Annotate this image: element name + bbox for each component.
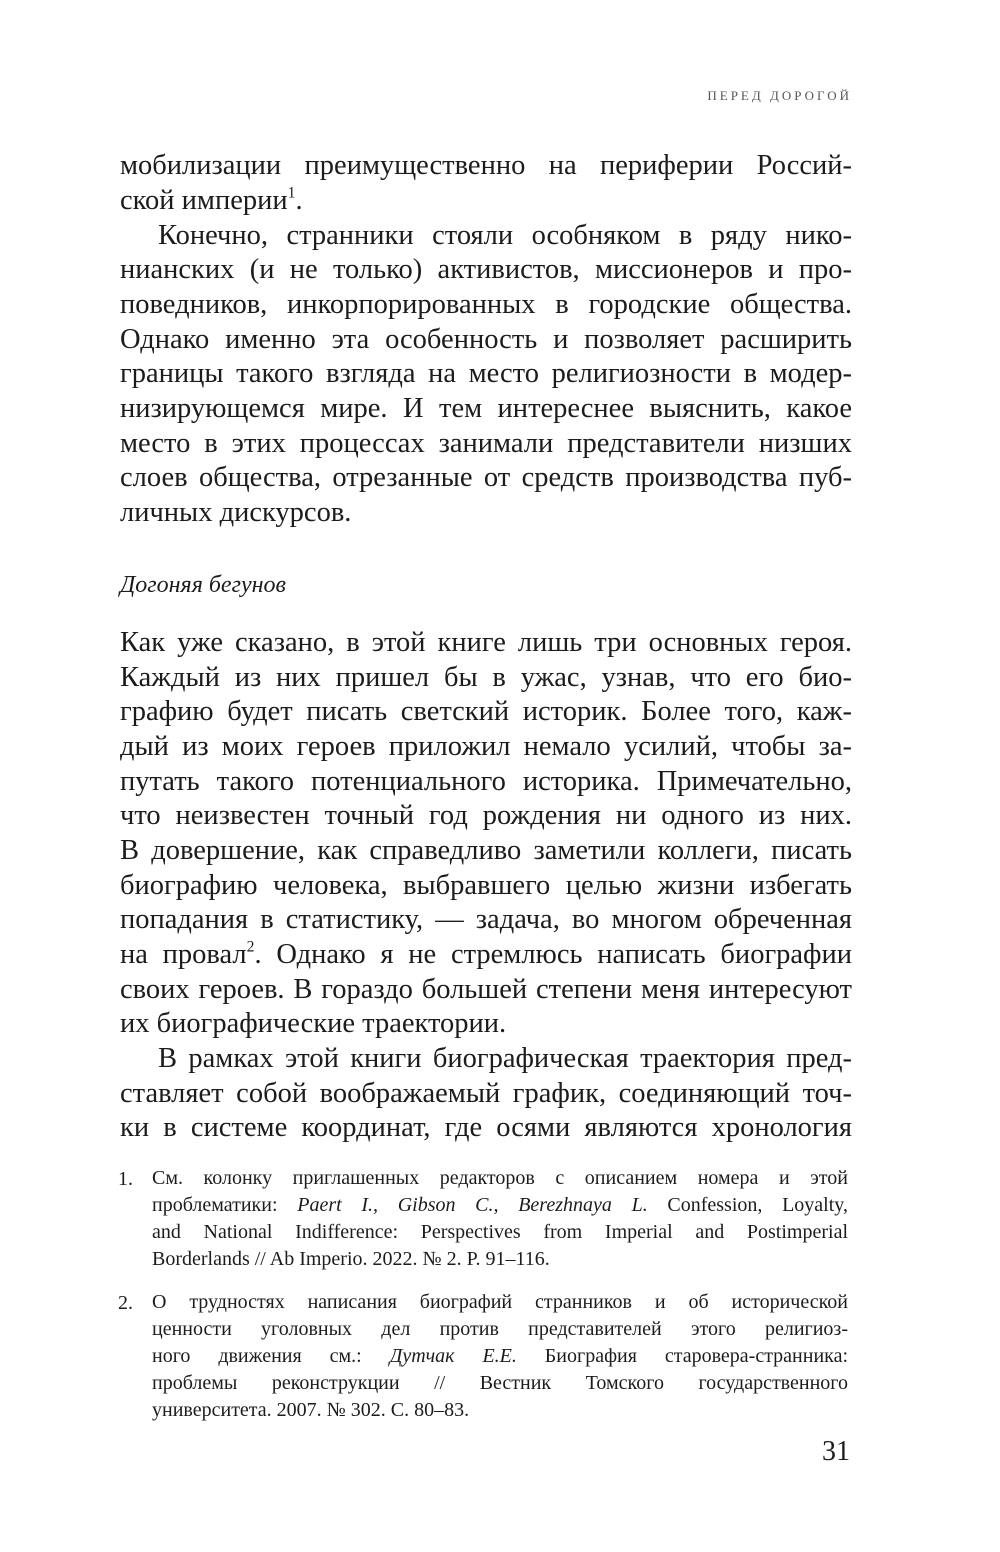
body-line — [120, 938, 852, 970]
footnote-text: проблематики: — [152, 1194, 298, 1216]
body-text: на провал — [120, 939, 247, 970]
footnote-line: Borderlands // Ab Imperio. 2022. № 2. P. 91–116. — [152, 1248, 550, 1270]
body-line: что неизвестен точный год рождения ни одного из них. — [120, 800, 852, 831]
body-line: Однако именно эта особенность и позволяет расширить — [120, 324, 852, 355]
body-text: ской империи — [120, 185, 288, 216]
footnote-number-2: 2. — [118, 1292, 133, 1314]
body-line: Каждый из них пришел бы в ужас, узнав, что его био- — [120, 662, 852, 693]
body-line: своих героев. В гораздо большей степени меня интересуют — [120, 974, 852, 1005]
body-line: их биографические траектории. — [120, 1008, 507, 1039]
footnote-text: Биография староверa-странника: — [516, 1345, 849, 1367]
running-header: ПЕРЕД ДОРОГОЙ — [707, 88, 852, 103]
footnote-text: ного движения см.: — [152, 1345, 390, 1367]
body-line: Конечно, странники стояли особняком в ряду нико- — [158, 220, 852, 251]
footnote-line — [152, 1195, 848, 1215]
body-line: слоев общества, отрезанные от средств производства пуб- — [120, 462, 852, 493]
footnote-text: Confession, Loyalty, — [647, 1194, 848, 1216]
body-line: В рамках этой книги биографическая траектория пред- — [158, 1043, 852, 1074]
footnote-line: О трудностях написания биографий странников и об исторической — [152, 1291, 848, 1313]
page-number: 31 — [822, 1436, 850, 1467]
body-line: границы такого взгляда на место религиозности в модер- — [120, 358, 852, 389]
body-text: . Однако я не стремлюсь написать биографии — [254, 939, 852, 970]
footnote-ref-2[interactable]: 2 — [246, 938, 255, 956]
body-line: попадания в статистику, — задача, во многом обреченная — [120, 904, 852, 935]
footnote-authors: Paert I., Gibson C., Berezhnaya L. — [297, 1194, 648, 1216]
body-line: ки в системе координат, где осями являются хронология — [120, 1112, 852, 1143]
body-line: ставляет собой воображаемый график, соединяющий точ- — [120, 1078, 852, 1109]
body-line: путать такого потенциального историка. Примечательно, — [120, 766, 852, 797]
body-line: биографию человека, выбравшего целью жизни избегать — [120, 870, 852, 901]
body-line — [120, 184, 852, 216]
footnote-line: университета. 2007. № 302. С. 80–83. — [152, 1399, 470, 1421]
section-heading: Догоняя бегунов — [120, 572, 286, 598]
footnote-author: Дутчак Е.Е. — [389, 1345, 517, 1367]
body-line: дый из моих героев приложил немало усилий, чтобы за- — [120, 731, 852, 762]
body-line: графию будет писать светский историк. Более того, каж- — [120, 696, 852, 727]
footnote-line: См. колонку приглашенных редакторов с описанием номера и этой — [152, 1167, 848, 1189]
body-line: поведников, инкорпорированных в городские общества. — [120, 289, 852, 320]
body-line: место в этих процессах занимали представители низших — [120, 428, 852, 459]
body-text: . — [295, 185, 303, 216]
body-line: низирующемся мире. И тем интереснее выяснить, какое — [120, 393, 852, 424]
body-line: нианских (и не только) активистов, миссионеров и про- — [120, 254, 852, 285]
body-line: мобилизации преимущественно на периферии Россий- — [120, 150, 852, 181]
footnote-line: ценности уголовных дел против представителей этого религиоз- — [152, 1318, 848, 1340]
footnote-line — [152, 1346, 848, 1366]
footnote-line: and National Indifference: Perspectives from Imperial and Postimperial — [152, 1221, 848, 1243]
body-line: Как уже сказано, в этой книге лишь три основных героя. — [120, 627, 852, 658]
footnote-ref-1[interactable]: 1 — [287, 184, 296, 202]
footnote-line: проблемы реконструкции // Вестник Томского государственного — [152, 1372, 848, 1394]
footnote-number-1: 1. — [118, 1168, 133, 1190]
body-line: личных дискурсов. — [120, 497, 352, 528]
body-line: В довершение, как справедливо заметили коллеги, писать — [120, 835, 852, 866]
